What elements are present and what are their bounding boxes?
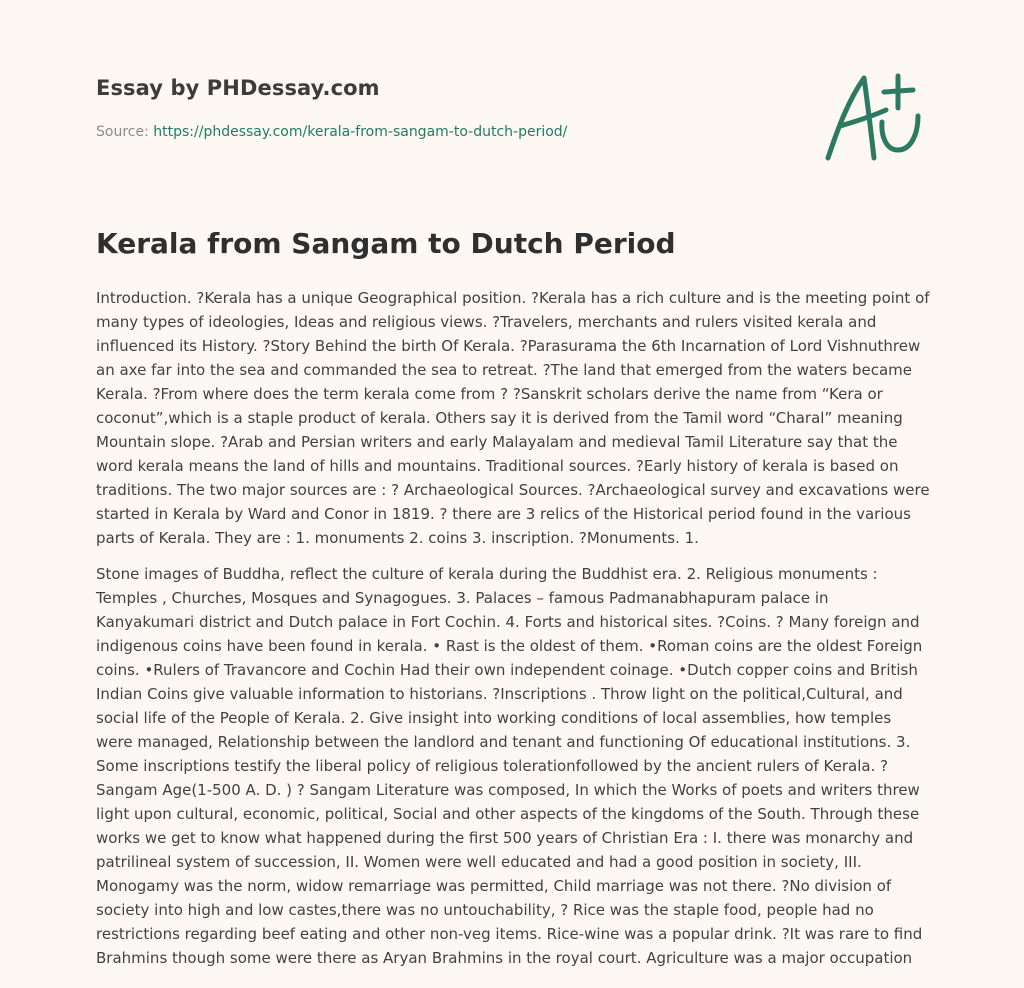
essay-title: Kerala from Sangam to Dutch Period <box>96 227 676 260</box>
source-link[interactable]: https://phdessay.com/kerala-from-sangam-to-dutch-period/ <box>153 124 568 140</box>
source-label: Source: <box>96 124 154 140</box>
a-plus-icon <box>818 66 930 166</box>
brand-title: Essay by PHDessay.com <box>96 76 380 100</box>
essay-paragraph-2: Stone images of Buddha, reflect the culture of kerala during the Buddhist era. 2. Religious monuments : Temples , Churches, Mosques and Synagogues. 3. Palaces – famous Padmanabhapuram palace in Kanyakumari district and Dutch palace in Fort Cochin. 4. Forts and historical sites. ?Coins. ? Many foreign and indigenous coins have been found in kerala. • Rast is the oldest of them. •Roman coins are the oldest Foreign coins. •Rulers of Travancore and Cochin Had their own independent coinage. •Dutch copper coins and British Indian Coins give valuable information to historians. ?Inscriptions . Throw light on the political,Cultural, and social life of the People of Kerala. 2. Give insight into working conditions of local assemblies, how temples were managed, Relationship between the landlord and tenant and functioning Of educational institutions. 3. Some inscriptions testify the liberal policy of religious tolerationfollowed by the ancient rulers of Kerala. ?Sangam Age(1-500 A. D. ) ? Sangam Literature was composed, In which the Works of poets and writers threw light upon cultural, economic, political, Social and other aspects of the kingdoms of the South. Through these works we get to know what happened during the first 500 years of Christian Era : I. there was monarchy and patrilineal system of succession, II. Women were well educated and had a good position in society, III. Monogamy was the norm, widow remarriage was permitted, Child marriage was not there. ?No division of society into high and low castes,there was no untouchability, ? Rice was the staple food, people had no restrictions regarding beef eating and other non-veg items. Rice-wine was a popular drink. ?It was rare to find Brahmins though some were there as Aryan Brahmins in the royal court. Agriculture was a major occupation <box>96 565 923 967</box>
source-line <box>96 124 567 140</box>
essay-paragraph-1: Introduction. ?Kerala has a unique Geographical position. ?Kerala has a rich culture and is the meeting point of many types of ideologies, Ideas and religious views. ?Travelers, merchants and rulers visited kerala and influenced its History. ?Story Behind the birth Of Kerala. ?Parasurama the 6th Incarnation of Lord Vishnuthrew an axe far into the sea and commanded the sea to retreat. ?The land that emerged from the waters became Kerala. ?From where does the term kerala come from ? ?Sanskrit scholars derive the name from “Kera or coconut”,which is a staple product of kerala. Others say it is derived from the Tamil word “Charal” meaning Mountain slope. ?Arab and Persian writers and early Malayalam and medieval Tamil Literature say that the word kerala means the land of hills and mountains. Traditional sources. ?Early history of kerala is based on traditions. The two major sources are : ? Archaeological Sources. ?Archaeological survey and excavations were started in Kerala by Ward and Conor in 1819. ? there are 3 relics of the Historical period found in the various parts of Kerala. They are : 1. monuments 2. coins 3. inscription. ?Monuments. 1. <box>96 289 930 547</box>
essay-body <box>96 286 930 982</box>
